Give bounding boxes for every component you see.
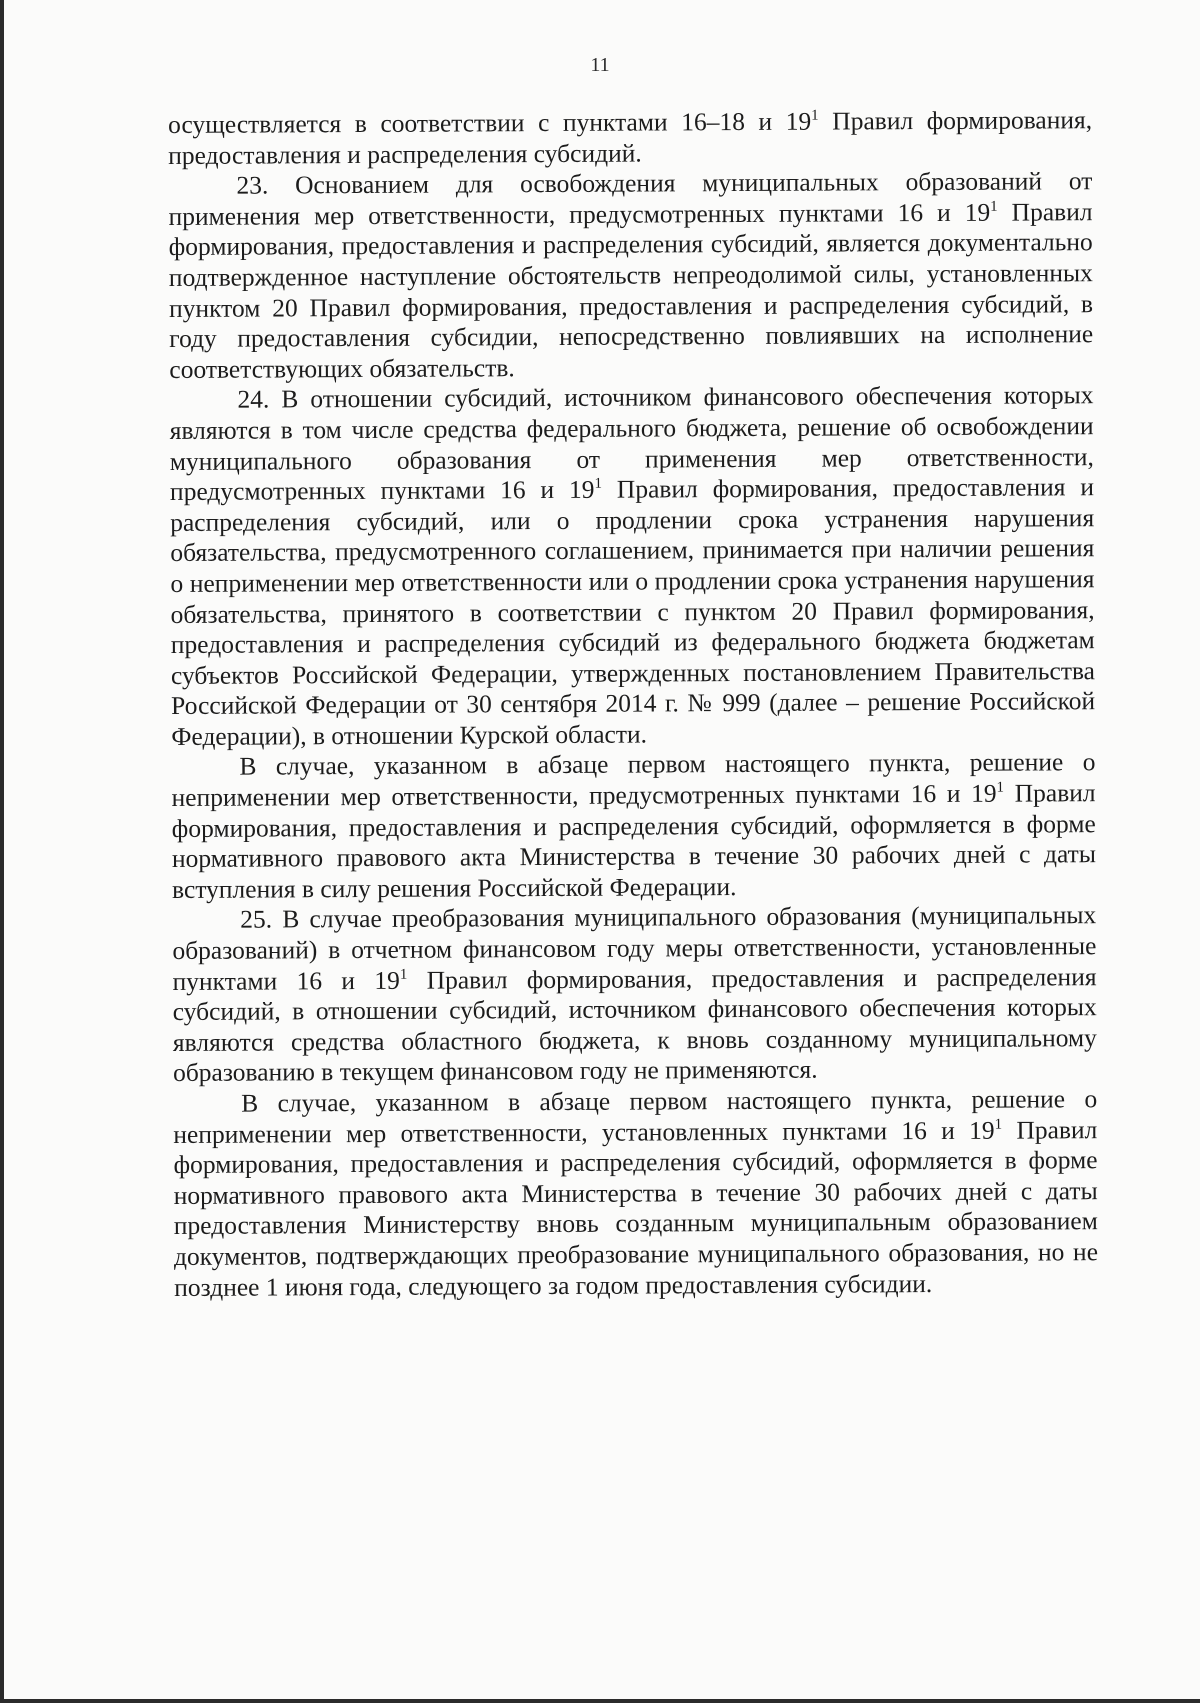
superscript-marker: 1	[594, 475, 603, 492]
paragraph-text: В случае, указанном в абзаце первом настоящего пункта, решение о неприменении мер ответственности, предусмотренных пунктами 16 и 19	[171, 747, 1096, 813]
paragraph-text: осуществляется в соответствии с пунктами 16–18 и 19	[168, 106, 812, 139]
paragraph	[171, 748, 1096, 906]
paragraph-text: 25. В случае преобразования муниципального образования (муниципальных образований) в отчетном финансовом году меры ответственности, установленные пунктами 16 и 19	[172, 900, 1097, 996]
paragraph-text: 23. Основанием для освобождения муниципальных образований от применения мер ответственности, предусмотренных пунктами 16 и 19	[168, 166, 1093, 231]
paragraph-text: Правил формирования, предоставления и распределения субсидий, оформляется в форме нормативного правового акта Министерства в течение 30 рабочих дней с даты вступления в силу решения Российской Федерации.	[171, 778, 1096, 904]
document-body	[168, 105, 1098, 1303]
scan-border-bottom	[0, 1699, 1200, 1703]
paragraph	[168, 166, 1093, 385]
superscript-marker: 1	[990, 198, 998, 215]
paragraph	[169, 381, 1095, 753]
paragraph-text: 24. В отношении субсидий, источником финансового обеспечения которых являются в том числе средства федерального бюджета, решение об освобождении муниципального образования от применения мер ответственности, предусмотренных пунктами 16 и 19	[169, 380, 1094, 507]
paragraph	[173, 1084, 1098, 1303]
paragraph-text: Правил формирования, предоставления и распределения субсидий, является документально подтвержденное наступление обстоятельств непреодолимой силы, установленных пунктом 20 Правил формирования, предоставления и распределения субсидий, в году предоставления субсидии, непосредственно повлиявших на исполнение соответствующих обязательств.	[168, 196, 1094, 384]
page-number: 11	[590, 54, 610, 76]
paragraph-text: Правил формирования, предоставления и распределения субсидий, в отношении субсидий, источником финансового обеспечения которых являются средства областного бюджета, к вновь созданному муниципальному образованию в текущем финансовом году не применяются.	[172, 961, 1097, 1088]
superscript-marker: 1	[399, 966, 408, 983]
paragraph	[172, 901, 1097, 1089]
superscript-marker: 1	[996, 779, 1005, 796]
paragraph-text: Правил формирования, предоставления и распределения субсидий.	[168, 105, 1093, 170]
paragraph-text: Правил формирования, предоставления и распределения субсидий, оформляется в форме нормативного правового акта Министерства в течение 30 рабочих дней с даты предоставления Министерству вновь созданным муниципальным образованием документов, подтверждающих преобразование муниципального образования, но не позднее 1 июня года, следующего за годом предоставления субсидии.	[173, 1114, 1099, 1302]
superscript-marker: 1	[994, 1116, 1003, 1133]
paragraph-text: В случае, указанном в абзаце первом настоящего пункта, решение о неприменении мер ответственности, установленных пунктами 16 и 19	[173, 1084, 1098, 1149]
scan-border-left	[0, 0, 4, 1703]
paragraph-text: Правил формирования, предоставления и распределения субсидий, или о продлении срока устранения нарушения обязательства, предусмотренного соглашением, принимается при наличии решения о неприменении мер ответственности или о продлении срока устранения нарушения обязательства, принятого в соответствии с пунктом 20 Правил формирования, предоставления и распределения субсидий из федерального бюджета бюджетам субъектов Российской Федерации, утвержденных постановлением Правительства Российской Федерации от 30 сентября 2014 г. № 999 (далее – решение Российской Федерации), в отношении Курской области.	[170, 472, 1096, 751]
paragraph	[168, 105, 1092, 171]
superscript-marker: 1	[811, 107, 819, 124]
